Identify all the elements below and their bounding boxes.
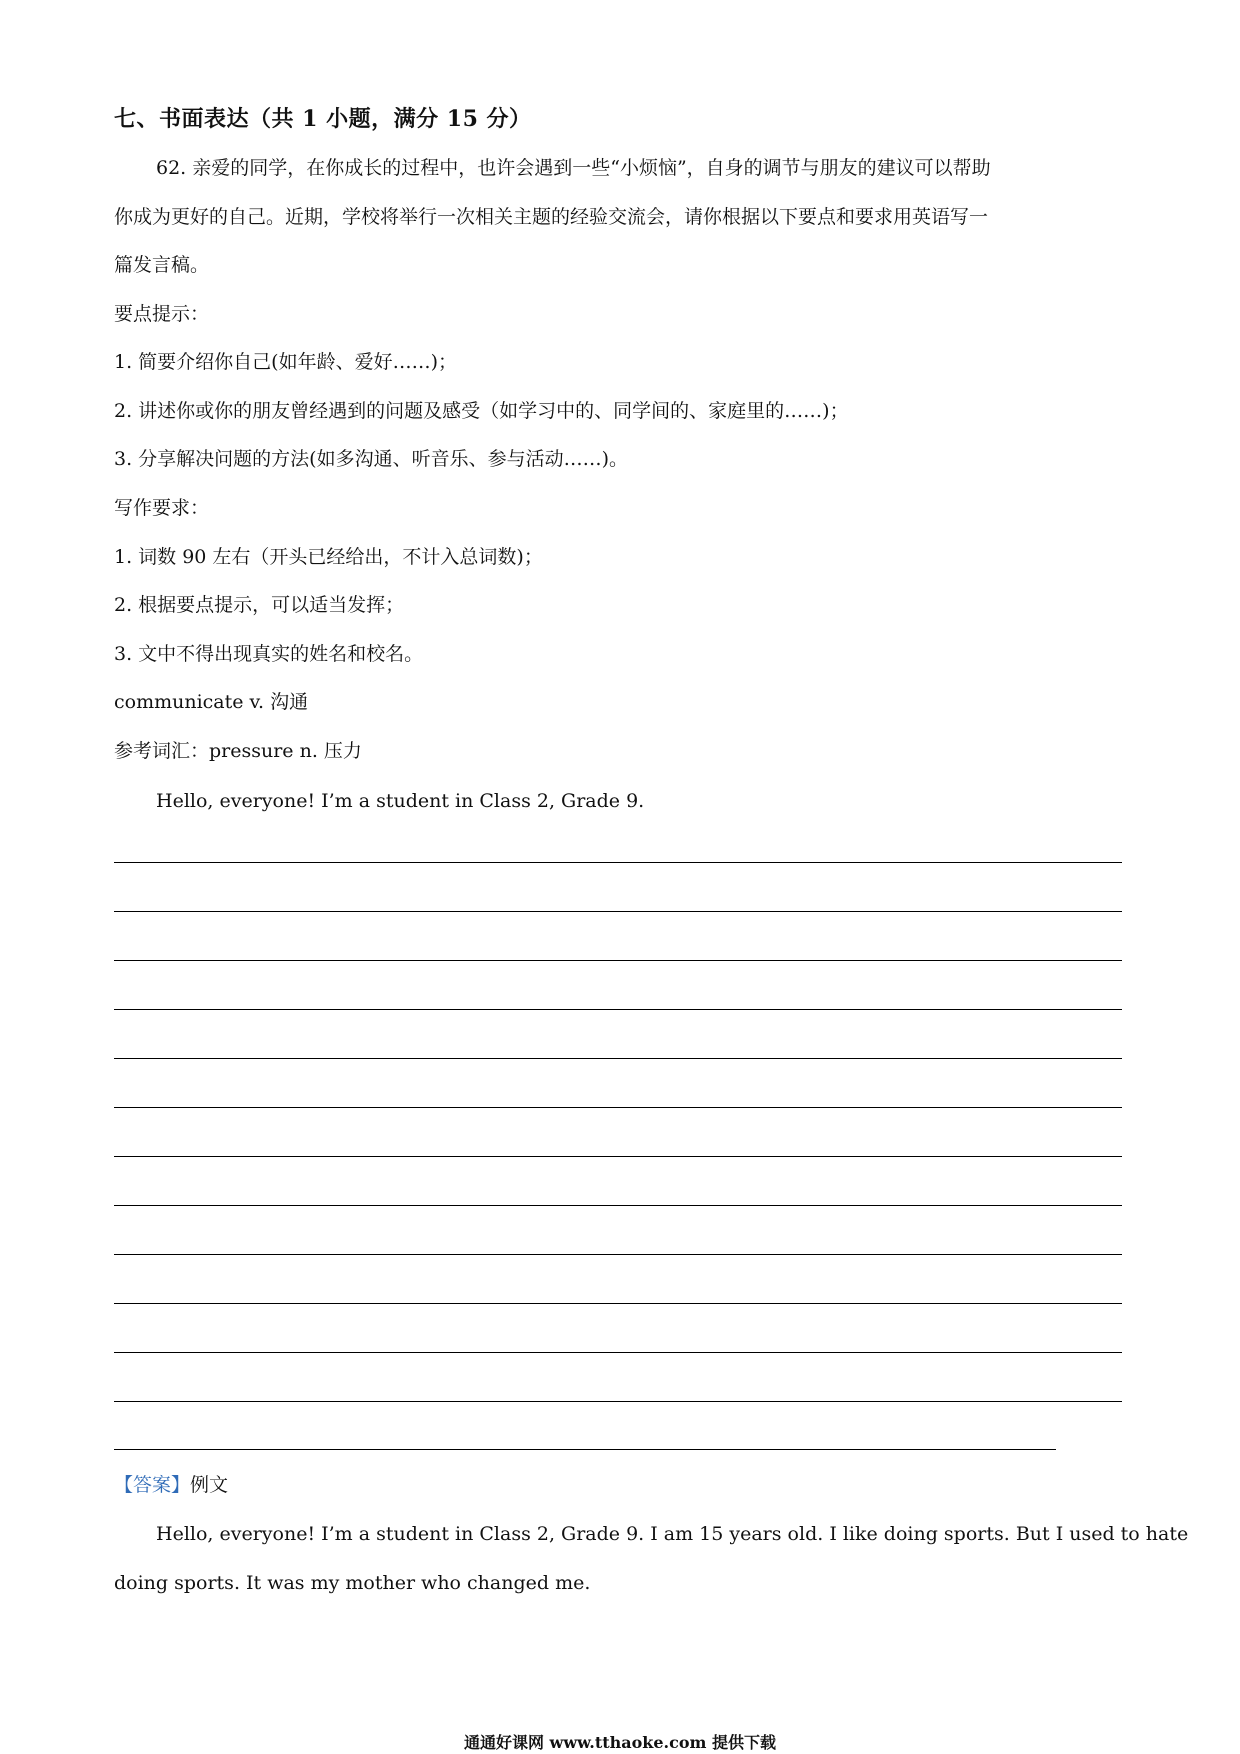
point-item-1: 1. 简要介绍你自己(如年龄、爱好……)；	[114, 351, 457, 373]
question-stem-line-1: 62. 亲爱的同学，在你成长的过程中，也许会遇到一些“小烦恼”，自身的调节与朋友的建议可以帮助	[156, 157, 991, 179]
question-stem-line-3: 篇发言稿。	[114, 254, 210, 276]
requirements-heading: 写作要求：	[114, 497, 210, 519]
answer-line-2: doing sports. It was my mother who changed me.	[114, 1572, 591, 1594]
point-item-2: 2. 讲述你或你的朋友曾经遇到的问题及感受（如学习中的、同学间的、家庭里的……)；	[114, 400, 849, 422]
writing-line[interactable]	[114, 1449, 1056, 1450]
requirement-item-1: 1. 词数 90 左右（开头已经给出，不计入总词数)；	[114, 546, 543, 568]
page-footer: 通通好课网 www.tthaoke.com 提供下载	[463, 1733, 777, 1752]
writing-line[interactable]	[114, 1009, 1122, 1010]
writing-line[interactable]	[114, 1058, 1122, 1059]
writing-line[interactable]	[114, 1401, 1122, 1402]
answer-heading	[114, 1473, 228, 1497]
vocab-pressure: 参考词汇：pressure n. 压力	[114, 740, 362, 762]
writing-line[interactable]	[114, 1205, 1122, 1206]
requirement-item-3: 3. 文中不得出现真实的姓名和校名。	[114, 643, 424, 665]
writing-line[interactable]	[114, 960, 1122, 961]
answer-tag: 【答案】	[114, 1474, 191, 1496]
points-heading: 要点提示：	[114, 303, 210, 325]
writing-line[interactable]	[114, 862, 1122, 863]
writing-line[interactable]	[114, 1156, 1122, 1157]
question-stem-line-2: 你成为更好的自己。近期，学校将举行一次相关主题的经验交流会，请你根据以下要点和要求用英语写一	[114, 206, 989, 228]
writing-line[interactable]	[114, 1352, 1122, 1353]
writing-line[interactable]	[114, 911, 1122, 912]
writing-line[interactable]	[114, 1303, 1122, 1304]
writing-line[interactable]	[114, 1107, 1122, 1108]
answer-line-1: Hello, everyone! I’m a student in Class 2, Grade 9. I am 15 years old. I like doing sports. But I used to hate	[156, 1523, 1189, 1545]
point-item-3: 3. 分享解决问题的方法(如多沟通、听音乐、参与活动……)。	[114, 448, 628, 470]
writing-line[interactable]	[114, 1254, 1122, 1255]
requirement-item-2: 2. 根据要点提示，可以适当发挥；	[114, 594, 405, 616]
essay-opening: Hello, everyone! I’m a student in Class 2, Grade 9.	[156, 790, 645, 812]
answer-label: 例文	[190, 1474, 229, 1496]
vocab-communicate: communicate v. 沟通	[114, 691, 309, 713]
section-title: 七、书面表达（共 1 小题，满分 15 分）	[114, 106, 532, 132]
